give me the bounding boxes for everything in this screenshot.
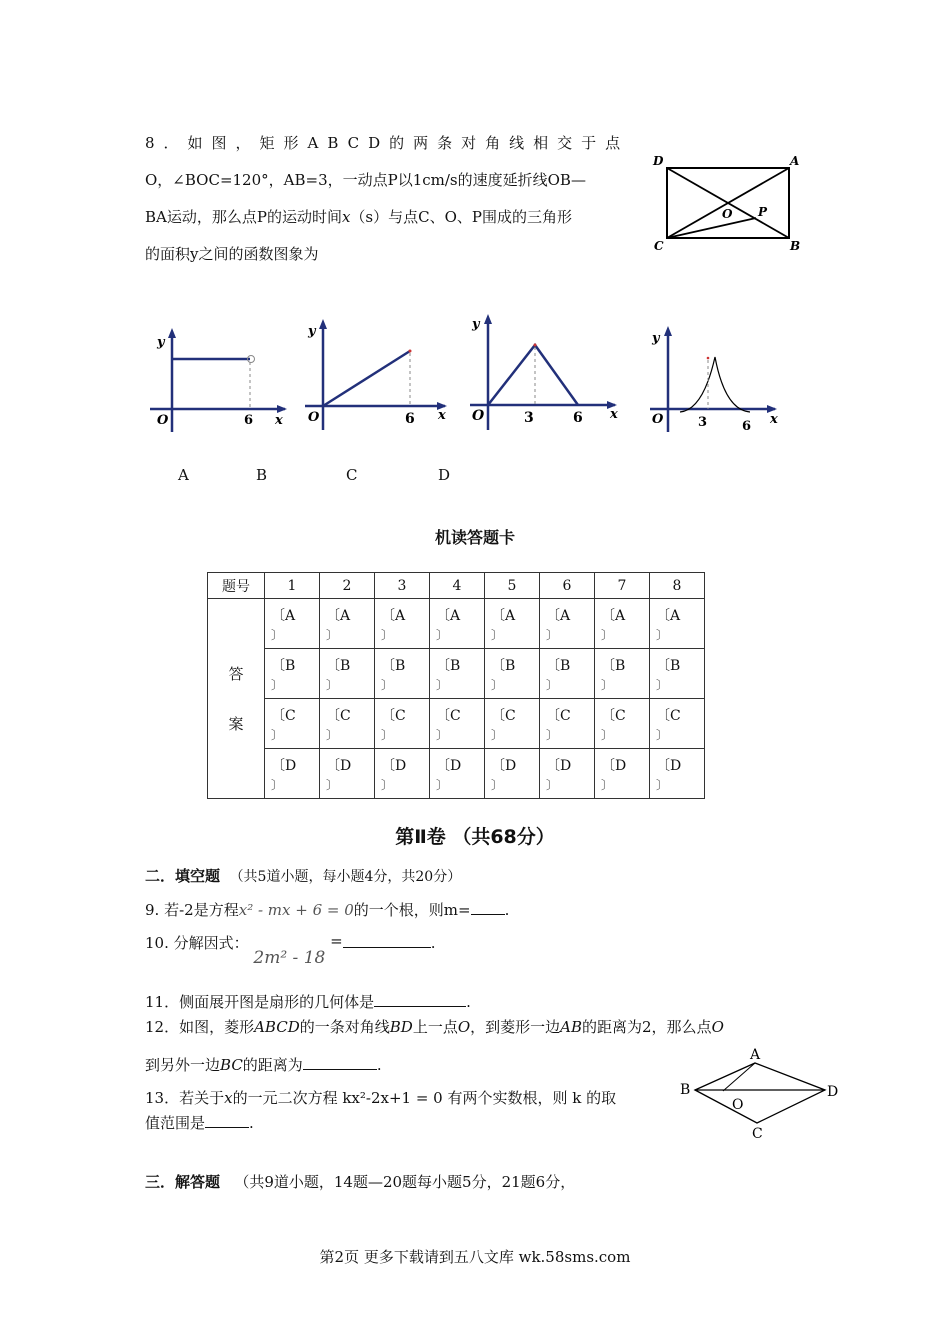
q11-answer-blank[interactable] [374, 992, 466, 1007]
choice-a-cell[interactable]: 〔A 〕 [485, 599, 540, 649]
choice-row-b [208, 649, 705, 699]
question-12-line-1: 12．如图，菱形ABCD的一条对角线BD上一点O，到菱形一边AB的距离为2，那么点O [145, 1018, 724, 1036]
header-label: 题号 [208, 573, 265, 599]
choice-d-cell[interactable]: 〔D 〕 [650, 749, 705, 799]
graph-d-6: 6 [742, 419, 752, 434]
choice-d-cell[interactable]: 〔D 〕 [375, 749, 430, 799]
choice-b-cell[interactable]: 〔B 〕 [265, 649, 320, 699]
q-number: 5 [485, 573, 540, 599]
rect-label-p: P [758, 205, 768, 219]
choice-d-cell[interactable]: 〔D 〕 [485, 749, 540, 799]
answer-card-header-row [208, 573, 705, 599]
q9-answer-blank[interactable] [471, 900, 505, 915]
choice-b-cell[interactable]: 〔B 〕 [485, 649, 540, 699]
choice-d-cell[interactable]: 〔D 〕 [430, 749, 485, 799]
choice-b-cell[interactable]: 〔B 〕 [430, 649, 485, 699]
rhombus-label-d: D [827, 1084, 839, 1100]
option-c: C [346, 466, 358, 484]
choice-row-c [208, 699, 705, 749]
choice-b-cell[interactable]: 〔B 〕 [320, 649, 375, 699]
answer-side-label: 答 案 [208, 599, 265, 799]
q8-line-3: BA运动，那么点P的运动时间x（s）与点C、O、P围成的三角形 [145, 208, 572, 226]
question-8 [145, 125, 635, 273]
choice-row-a [208, 599, 705, 649]
graph-c-6: 6 [573, 410, 583, 426]
choice-c-cell[interactable]: 〔C 〕 [540, 699, 595, 749]
question-9: 9. 若-2是方程x² - mx + 6 = 0的一个根，则m= . [145, 901, 510, 919]
choice-b-cell[interactable]: 〔B 〕 [540, 649, 595, 699]
rhombus-label-b: B [680, 1082, 691, 1098]
question-11: 11．侧面展开图是扇形的几何体是 . [145, 993, 471, 1011]
q-number: 2 [320, 573, 375, 599]
graph-b-x: x [438, 408, 446, 423]
choice-b-cell[interactable]: 〔B 〕 [595, 649, 650, 699]
section-2-title: 第Ⅱ卷 （共68分） [395, 826, 555, 848]
choice-c-cell[interactable]: 〔C 〕 [595, 699, 650, 749]
rect-label-a: A [790, 154, 800, 168]
choice-c-cell[interactable]: 〔C 〕 [650, 699, 705, 749]
choice-c-cell[interactable]: 〔C 〕 [320, 699, 375, 749]
q-number: 8 [650, 573, 705, 599]
choice-row-d [208, 749, 705, 799]
rect-label-d: D [653, 154, 664, 168]
choice-c-cell[interactable]: 〔C 〕 [430, 699, 485, 749]
option-b: B [256, 466, 268, 484]
choice-c-cell[interactable]: 〔C 〕 [265, 699, 320, 749]
question-13-line-1: 13．若关于x的一元二次方程 kx²-2x+1 = 0 有两个实数根，则 k 的取 [145, 1089, 617, 1107]
answer-card-title: 机读答题卡 [434, 528, 515, 547]
q-number: 6 [540, 573, 595, 599]
choice-c-cell[interactable]: 〔C 〕 [375, 699, 430, 749]
rect-label-o: O [722, 207, 733, 221]
q-number: 4 [430, 573, 485, 599]
graph-c-x: x [610, 407, 618, 422]
choice-b-cell[interactable]: 〔B 〕 [375, 649, 430, 699]
q-number: 7 [595, 573, 650, 599]
graph-d-x: x [770, 412, 778, 427]
choice-d-cell[interactable]: 〔D 〕 [265, 749, 320, 799]
rhombus-figure [675, 1043, 845, 1143]
graph-a-o: O [157, 413, 169, 428]
rect-label-b: B [790, 239, 801, 253]
graph-b-6: 6 [405, 411, 415, 427]
graph-d-o: O [652, 412, 664, 427]
fill-heading: 二．填空题 （共5道小题，每小题4分，共20分） [145, 867, 462, 885]
choice-a-cell[interactable]: 〔A 〕 [595, 599, 650, 649]
choice-a-cell[interactable]: 〔A 〕 [320, 599, 375, 649]
graph-a [145, 322, 295, 432]
graph-d [645, 322, 795, 437]
choice-d-cell[interactable]: 〔D 〕 [540, 749, 595, 799]
question-10: 10. 分解因式： 2m² - 18 = . [145, 932, 436, 968]
q12-answer-blank[interactable] [303, 1055, 377, 1070]
choice-c-cell[interactable]: 〔C 〕 [485, 699, 540, 749]
graph-a-6: 6 [244, 413, 254, 428]
q8-line-4: 的面积y之间的函数图象为 [145, 245, 319, 263]
graph-c-o: O [472, 408, 485, 424]
page-footer: 第2页 更多下载请到五八文库 wk.58sms.com [319, 1248, 631, 1266]
graph-d-3: 3 [698, 415, 708, 430]
graph-a-x: x [275, 413, 283, 428]
option-d: D [438, 466, 451, 484]
graph-d-y: y [652, 331, 660, 346]
graph-b-y: y [308, 324, 316, 339]
choice-a-cell[interactable]: 〔A 〕 [375, 599, 430, 649]
graph-c-3: 3 [524, 410, 534, 426]
choice-a-cell[interactable]: 〔A 〕 [265, 599, 320, 649]
answer-card-table [207, 572, 705, 799]
choice-a-cell[interactable]: 〔A 〕 [430, 599, 485, 649]
graph-b [300, 315, 455, 430]
choice-d-cell[interactable]: 〔D 〕 [595, 749, 650, 799]
graph-b-o: O [308, 410, 320, 425]
question-13-line-2: 值范围是 . [145, 1114, 254, 1132]
option-a: A [178, 466, 189, 484]
graph-c [465, 310, 625, 430]
rhombus-label-o: O [732, 1097, 744, 1113]
q-number: 3 [375, 573, 430, 599]
graph-a-y: y [157, 335, 165, 350]
choice-d-cell[interactable]: 〔D 〕 [320, 749, 375, 799]
choice-a-cell[interactable]: 〔A 〕 [540, 599, 595, 649]
rhombus-label-a: A [750, 1047, 761, 1063]
q-number: 1 [265, 573, 320, 599]
graph-c-y: y [472, 317, 480, 332]
q8-line-2: O，∠BOC=120°，AB=3，一动点P以1cm/s的速度延折线OB— [145, 171, 586, 189]
rhombus-label-c: C [752, 1126, 763, 1142]
q8-line-1: 8．如图，矩形ABCD的两条对角线相交于点 [145, 134, 630, 152]
rectangle-abcd-figure [648, 150, 808, 260]
question-12-line-2: 到另外一边BC的距离为 . [145, 1056, 382, 1074]
choice-a-cell[interactable]: 〔A 〕 [650, 599, 705, 649]
q10-answer-blank[interactable] [343, 933, 431, 948]
solve-heading: 三．解答题 （共9道小题，14题—20题每小题5分，21题6分， [145, 1173, 576, 1191]
choice-b-cell[interactable]: 〔B 〕 [650, 649, 705, 699]
rect-label-c: C [654, 239, 664, 253]
q13-answer-blank[interactable] [205, 1113, 249, 1128]
